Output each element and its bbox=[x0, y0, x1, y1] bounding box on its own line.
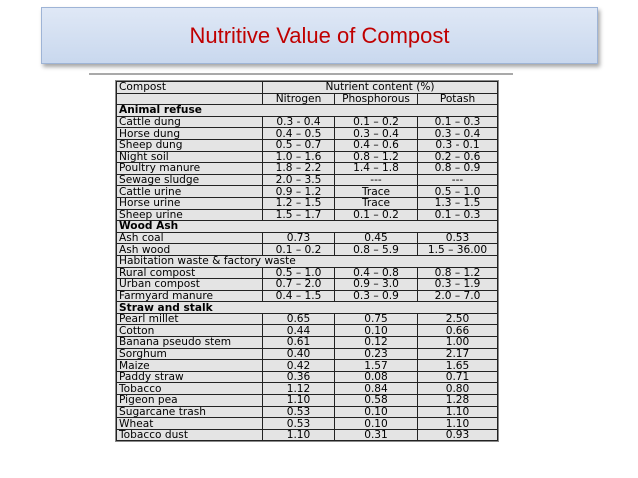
potash-cell: 0.1 – 0.3 bbox=[418, 116, 498, 128]
nitrogen-cell: 1.12 bbox=[263, 383, 335, 395]
slide-title: Nutritive Value of Compost bbox=[189, 22, 450, 48]
nitrogen-cell: 0.5 – 0.7 bbox=[263, 139, 335, 151]
table-row bbox=[117, 290, 498, 302]
table-row bbox=[117, 395, 498, 407]
potash-cell: 0.2 – 0.6 bbox=[418, 151, 498, 163]
potash-cell: 0.5 – 1.0 bbox=[418, 186, 498, 198]
phosphorous-cell: 0.45 bbox=[335, 232, 418, 244]
compost-name-cell: Cattle urine bbox=[117, 186, 263, 198]
compost-name-cell: Sugarcane trash bbox=[117, 406, 263, 418]
nitrogen-cell: 1.2 – 1.5 bbox=[263, 197, 335, 209]
table-row bbox=[117, 348, 498, 360]
potash-cell: 0.3 – 0.4 bbox=[418, 128, 498, 140]
compost-name-cell: Sewage sludge bbox=[117, 174, 263, 186]
nitrogen-cell: 0.53 bbox=[263, 406, 335, 418]
compost-name-cell: Poultry manure bbox=[117, 163, 263, 175]
potash-cell: 1.3 – 1.5 bbox=[418, 197, 498, 209]
compost-name-cell: Tobacco bbox=[117, 383, 263, 395]
nutrient-table bbox=[116, 81, 498, 441]
potash-cell: 0.93 bbox=[418, 429, 498, 441]
section-heading: Wood Ash bbox=[117, 221, 498, 233]
potash-cell: 1.5 – 36.00 bbox=[418, 244, 498, 256]
table-row bbox=[117, 209, 498, 221]
compost-name-cell: Horse dung bbox=[117, 128, 263, 140]
phosphorous-cell: 0.10 bbox=[335, 406, 418, 418]
potash-cell: 0.53 bbox=[418, 232, 498, 244]
phosphorous-cell: Trace bbox=[335, 186, 418, 198]
compost-name-cell: Cattle dung bbox=[117, 116, 263, 128]
compost-name-cell: Maize bbox=[117, 360, 263, 372]
nitrogen-cell: 0.73 bbox=[263, 232, 335, 244]
phosphorous-cell: 0.31 bbox=[335, 429, 418, 441]
potash-cell: 1.10 bbox=[418, 406, 498, 418]
table-row bbox=[117, 267, 498, 279]
nitrogen-cell: 0.3 - 0.4 bbox=[263, 116, 335, 128]
compost-name-cell: Pearl millet bbox=[117, 313, 263, 325]
divider-rule bbox=[89, 73, 513, 75]
nitrogen-cell: 1.10 bbox=[263, 395, 335, 407]
table-row bbox=[117, 139, 498, 151]
table-row bbox=[117, 313, 498, 325]
phosphorous-cell: 0.8 – 5.9 bbox=[335, 244, 418, 256]
potash-cell: 0.66 bbox=[418, 325, 498, 337]
section-heading: Straw and stalk bbox=[117, 302, 498, 314]
nitrogen-cell: 1.0 – 1.6 bbox=[263, 151, 335, 163]
table-row bbox=[117, 197, 498, 209]
phosphorous-cell: 0.75 bbox=[335, 313, 418, 325]
section-heading: Animal refuse bbox=[117, 105, 498, 117]
header-row-2 bbox=[117, 93, 498, 105]
compost-name-cell: Cotton bbox=[117, 325, 263, 337]
nitrogen-cell: 0.40 bbox=[263, 348, 335, 360]
section-row bbox=[117, 255, 498, 267]
header-row-1 bbox=[117, 82, 498, 94]
nitrogen-cell: 0.4 – 1.5 bbox=[263, 290, 335, 302]
nitrogen-cell: 1.8 – 2.2 bbox=[263, 163, 335, 175]
table-row bbox=[117, 337, 498, 349]
header-phosphorous: Phosphorous bbox=[335, 93, 418, 105]
table-row bbox=[117, 371, 498, 383]
compost-name-cell: Rural compost bbox=[117, 267, 263, 279]
nitrogen-cell: 0.36 bbox=[263, 371, 335, 383]
nitrogen-cell: 0.4 – 0.5 bbox=[263, 128, 335, 140]
phosphorous-cell: 0.1 – 0.2 bbox=[335, 209, 418, 221]
table-row bbox=[117, 360, 498, 372]
compost-name-cell: Farmyard manure bbox=[117, 290, 263, 302]
phosphorous-cell: 0.10 bbox=[335, 418, 418, 430]
phosphorous-cell: 0.84 bbox=[335, 383, 418, 395]
header-nutrient-group: Nutrient content (%) bbox=[263, 82, 498, 94]
compost-name-cell: Sorghum bbox=[117, 348, 263, 360]
compost-name-cell: Banana pseudo stem bbox=[117, 337, 263, 349]
nitrogen-cell: 0.42 bbox=[263, 360, 335, 372]
nitrogen-cell: 0.9 – 1.2 bbox=[263, 186, 335, 198]
section-row bbox=[117, 302, 498, 314]
slide-title-box bbox=[41, 7, 598, 64]
potash-cell: 1.65 bbox=[418, 360, 498, 372]
header-nitrogen: Nitrogen bbox=[263, 93, 335, 105]
nitrogen-cell: 1.10 bbox=[263, 429, 335, 441]
compost-name-cell: Night soil bbox=[117, 151, 263, 163]
nutrient-table-body bbox=[117, 82, 498, 441]
phosphorous-cell: --- bbox=[335, 174, 418, 186]
phosphorous-cell: Trace bbox=[335, 197, 418, 209]
table-row bbox=[117, 151, 498, 163]
compost-name-cell: Urban compost bbox=[117, 279, 263, 291]
compost-name-cell: Paddy straw bbox=[117, 371, 263, 383]
phosphorous-cell: 0.08 bbox=[335, 371, 418, 383]
compost-name-cell: Ash coal bbox=[117, 232, 263, 244]
nitrogen-cell: 0.44 bbox=[263, 325, 335, 337]
section-row bbox=[117, 105, 498, 117]
potash-cell: 0.80 bbox=[418, 383, 498, 395]
potash-cell: 2.50 bbox=[418, 313, 498, 325]
table-row bbox=[117, 244, 498, 256]
nitrogen-cell: 0.61 bbox=[263, 337, 335, 349]
potash-cell: 0.8 – 0.9 bbox=[418, 163, 498, 175]
phosphorous-cell: 1.4 – 1.8 bbox=[335, 163, 418, 175]
nitrogen-cell: 2.0 – 3.5 bbox=[263, 174, 335, 186]
section-row bbox=[117, 221, 498, 233]
phosphorous-cell: 0.10 bbox=[335, 325, 418, 337]
phosphorous-cell: 0.9 – 3.0 bbox=[335, 279, 418, 291]
phosphorous-cell: 0.8 – 1.2 bbox=[335, 151, 418, 163]
header-compost: Compost bbox=[117, 82, 263, 94]
nitrogen-cell: 0.5 – 1.0 bbox=[263, 267, 335, 279]
nitrogen-cell: 0.1 – 0.2 bbox=[263, 244, 335, 256]
header-potash: Potash bbox=[418, 93, 498, 105]
compost-table-frame bbox=[115, 80, 499, 442]
table-row bbox=[117, 128, 498, 140]
phosphorous-cell: 0.3 – 0.9 bbox=[335, 290, 418, 302]
potash-cell: --- bbox=[418, 174, 498, 186]
potash-cell: 0.8 – 1.2 bbox=[418, 267, 498, 279]
table-row bbox=[117, 116, 498, 128]
header-empty-cell bbox=[117, 93, 263, 105]
compost-name-cell: Wheat bbox=[117, 418, 263, 430]
phosphorous-cell: 0.4 – 0.8 bbox=[335, 267, 418, 279]
nitrogen-cell: 0.7 – 2.0 bbox=[263, 279, 335, 291]
compost-name-cell: Horse urine bbox=[117, 197, 263, 209]
table-row bbox=[117, 174, 498, 186]
table-row bbox=[117, 383, 498, 395]
table-row bbox=[117, 163, 498, 175]
compost-name-cell: Ash wood bbox=[117, 244, 263, 256]
phosphorous-cell: 0.23 bbox=[335, 348, 418, 360]
potash-cell: 0.71 bbox=[418, 371, 498, 383]
compost-name-cell: Tobacco dust bbox=[117, 429, 263, 441]
potash-cell: 0.1 – 0.3 bbox=[418, 209, 498, 221]
nitrogen-cell: 0.65 bbox=[263, 313, 335, 325]
nitrogen-cell: 0.53 bbox=[263, 418, 335, 430]
table-row bbox=[117, 279, 498, 291]
potash-cell: 0.3 - 0.1 bbox=[418, 139, 498, 151]
phosphorous-cell: 0.4 – 0.6 bbox=[335, 139, 418, 151]
compost-name-cell: Pigeon pea bbox=[117, 395, 263, 407]
potash-cell: 0.3 – 1.9 bbox=[418, 279, 498, 291]
section-heading: Habitation waste & factory waste bbox=[117, 255, 498, 267]
phosphorous-cell: 0.58 bbox=[335, 395, 418, 407]
potash-cell: 1.10 bbox=[418, 418, 498, 430]
compost-name-cell: Sheep urine bbox=[117, 209, 263, 221]
phosphorous-cell: 1.57 bbox=[335, 360, 418, 372]
phosphorous-cell: 0.1 – 0.2 bbox=[335, 116, 418, 128]
table-row bbox=[117, 232, 498, 244]
table-row bbox=[117, 186, 498, 198]
table-row bbox=[117, 429, 498, 441]
potash-cell: 2.0 – 7.0 bbox=[418, 290, 498, 302]
phosphorous-cell: 0.3 – 0.4 bbox=[335, 128, 418, 140]
potash-cell: 2.17 bbox=[418, 348, 498, 360]
nitrogen-cell: 1.5 – 1.7 bbox=[263, 209, 335, 221]
potash-cell: 1.28 bbox=[418, 395, 498, 407]
potash-cell: 1.00 bbox=[418, 337, 498, 349]
phosphorous-cell: 0.12 bbox=[335, 337, 418, 349]
table-row bbox=[117, 325, 498, 337]
table-row bbox=[117, 418, 498, 430]
compost-name-cell: Sheep dung bbox=[117, 139, 263, 151]
table-row bbox=[117, 406, 498, 418]
